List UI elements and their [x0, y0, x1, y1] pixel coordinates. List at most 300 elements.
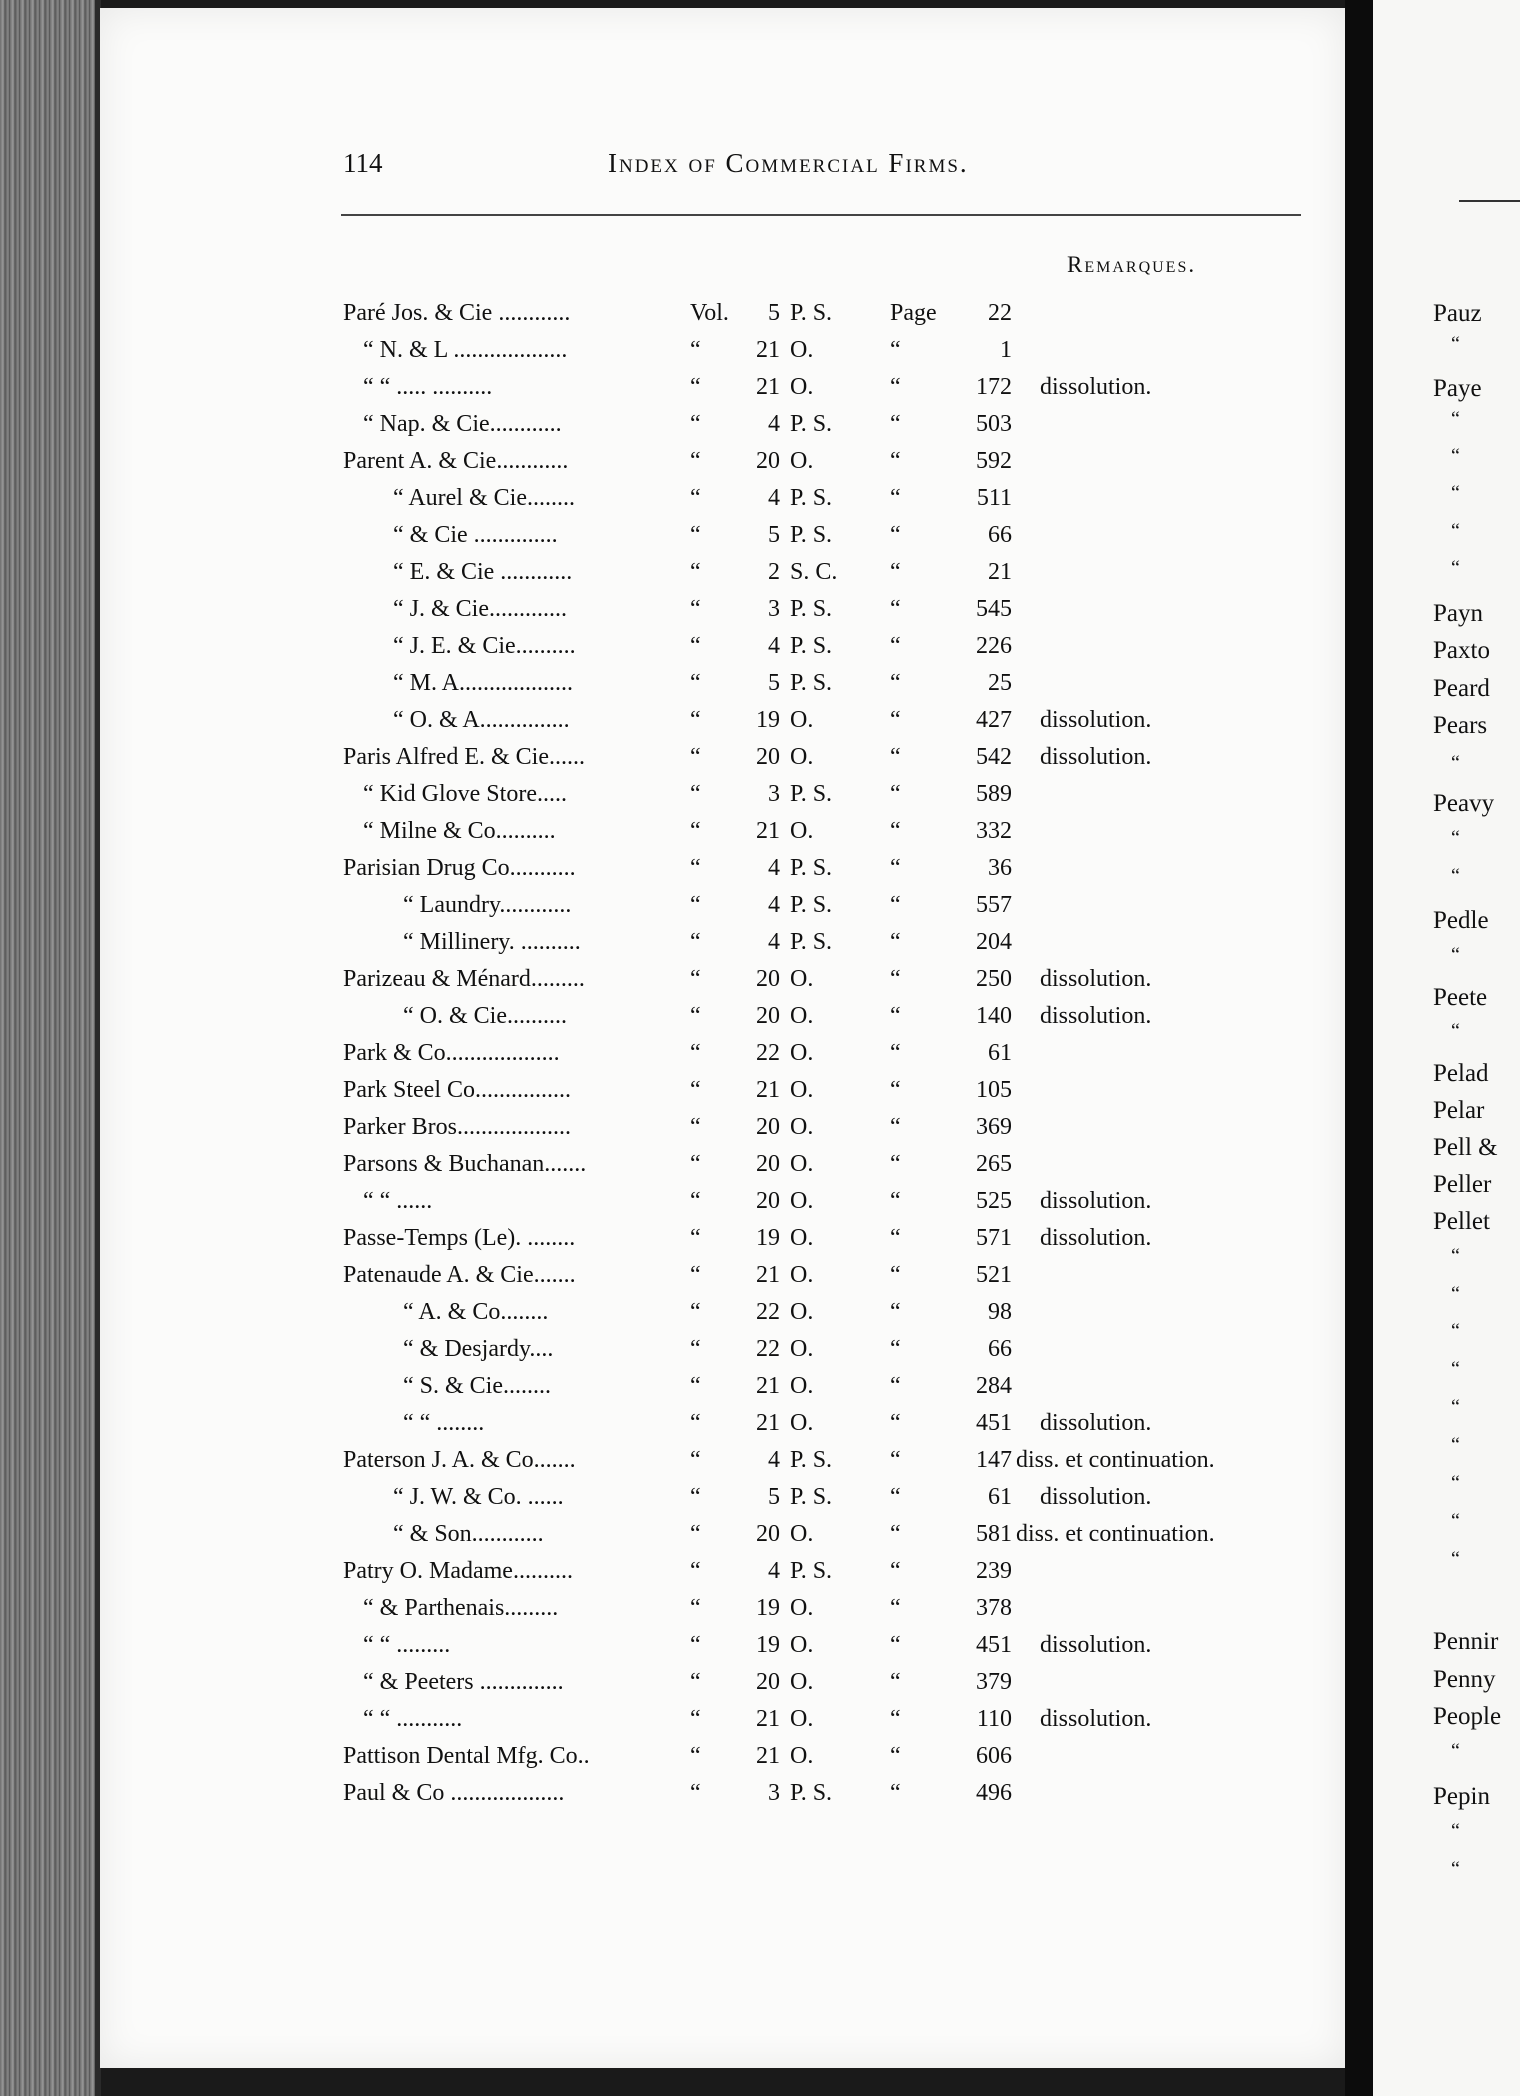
series: O.	[790, 1410, 814, 1436]
series: O.	[790, 707, 814, 733]
vol-ditto: “	[690, 670, 701, 696]
page-ditto: “	[890, 522, 901, 548]
page-ditto: “	[890, 670, 901, 696]
facing-page-fragment: “	[1451, 1510, 1460, 1532]
firm-name: Patry O. Madame..........	[343, 1558, 573, 1584]
firm-name: “ S. & Cie........	[403, 1373, 551, 1399]
volume-number: 22	[756, 1040, 780, 1066]
firm-name: “ Millinery. ..........	[403, 929, 581, 955]
facing-page-fragment: “	[1451, 557, 1460, 579]
page-ditto: “	[890, 1743, 901, 1769]
firm-name: Pattison Dental Mfg. Co..	[343, 1743, 590, 1769]
volume-number: 21	[756, 1743, 780, 1769]
page-reference: 571	[976, 1225, 1012, 1251]
vol-ditto: “	[690, 1521, 701, 1547]
firm-name: “ Milne & Co..........	[363, 818, 556, 844]
remarks-heading: Remarques.	[1067, 252, 1197, 277]
firm-name: Parker Bros...................	[343, 1114, 571, 1140]
firm-name: Passe-Temps (Le). ........	[343, 1225, 576, 1251]
page-reference: 427	[976, 707, 1012, 733]
page-reference: 451	[976, 1410, 1012, 1436]
remark: dissolution.	[1040, 374, 1152, 400]
vol-label: Vol.	[690, 300, 729, 326]
firm-name: Paul & Co ...................	[343, 1780, 565, 1806]
firm-name: Paris Alfred E. & Cie......	[343, 744, 585, 770]
facing-page-fragment: Pelad	[1433, 1060, 1489, 1087]
facing-page-fragment: “	[1451, 408, 1460, 430]
index-entry	[100, 1706, 1345, 1743]
index-entry	[100, 411, 1345, 448]
firm-name: Paterson J. A. & Co.......	[343, 1447, 576, 1473]
vol-ditto: “	[690, 633, 701, 659]
page-ditto: “	[890, 1595, 901, 1621]
series: O.	[790, 1336, 814, 1362]
firm-name: “ Aurel & Cie........	[393, 485, 575, 511]
page-reference: 521	[976, 1262, 1012, 1288]
remark: dissolution.	[1040, 1484, 1152, 1510]
page-reference: 369	[976, 1114, 1012, 1140]
index-entry	[100, 1077, 1345, 1114]
page-ditto: “	[890, 633, 901, 659]
page-reference: 66	[988, 1336, 1012, 1362]
facing-page-fragment: “	[1451, 944, 1460, 966]
facing-page-fragment: “	[1451, 1020, 1460, 1042]
firm-name: “ “ ..... ..........	[363, 374, 493, 400]
page-ditto: “	[890, 744, 901, 770]
series: P. S.	[790, 781, 833, 807]
index-entry	[100, 448, 1345, 485]
series: O.	[790, 966, 814, 992]
vol-ditto: “	[690, 929, 701, 955]
page-reference: 284	[976, 1373, 1012, 1399]
page-reference: 226	[976, 633, 1012, 659]
page-reference: 239	[976, 1558, 1012, 1584]
firm-name: “ & Parthenais.........	[363, 1595, 559, 1621]
vol-ditto: “	[690, 966, 701, 992]
volume-number: 5	[768, 300, 780, 326]
index-entry	[100, 1225, 1345, 1262]
volume-number: 20	[756, 1003, 780, 1029]
firm-name: “ Kid Glove Store.....	[363, 781, 567, 807]
vol-ditto: “	[690, 1595, 701, 1621]
series: O.	[790, 1114, 814, 1140]
page-ditto: “	[890, 374, 901, 400]
firm-name: “ & Peeters ..............	[363, 1669, 564, 1695]
facing-page-fragment: Peard	[1433, 675, 1490, 702]
firm-name: “ & Desjardy....	[403, 1336, 554, 1362]
page-reference: 66	[988, 522, 1012, 548]
vol-ditto: “	[690, 1632, 701, 1658]
gutter	[1345, 0, 1373, 2096]
volume-number: 3	[768, 596, 780, 622]
facing-page-fragment: Pauz	[1433, 300, 1482, 327]
page-reference: 525	[976, 1188, 1012, 1214]
volume-number: 4	[768, 929, 780, 955]
page-reference: 265	[976, 1151, 1012, 1177]
volume-number: 4	[768, 892, 780, 918]
vol-ditto: “	[690, 1484, 701, 1510]
volume-number: 3	[768, 1780, 780, 1806]
page-ditto: “	[890, 818, 901, 844]
page-reference: 61	[988, 1040, 1012, 1066]
index-entry	[100, 1373, 1345, 1410]
page-reference: 110	[976, 1706, 1012, 1732]
facing-page-fragment: Pears	[1433, 712, 1488, 739]
page-reference: 1	[1000, 337, 1012, 363]
firm-name: “ E. & Cie ............	[393, 559, 573, 585]
firm-name: “ M. A...................	[393, 670, 573, 696]
facing-page-fragment: “	[1451, 1283, 1460, 1305]
facing-page-fragment: Pellet	[1433, 1208, 1490, 1235]
volume-number: 22	[756, 1336, 780, 1362]
index-entry	[100, 337, 1345, 374]
page-reference: 379	[976, 1669, 1012, 1695]
vol-ditto: “	[690, 1151, 701, 1177]
vol-ditto: “	[690, 1077, 701, 1103]
volume-number: 19	[756, 1225, 780, 1251]
firm-name: “ “ ...........	[363, 1706, 463, 1732]
page-ditto: “	[890, 411, 901, 437]
index-entry	[100, 670, 1345, 707]
series: P. S.	[790, 1558, 833, 1584]
index-entry	[100, 1743, 1345, 1780]
index-entry	[100, 1484, 1345, 1521]
volume-number: 3	[768, 781, 780, 807]
series: P. S.	[790, 633, 833, 659]
facing-page-fragment: “	[1451, 827, 1460, 849]
remark: dissolution.	[1040, 1706, 1152, 1732]
facing-page-fragment: Pell &	[1433, 1134, 1498, 1161]
firm-name: “ “ ........	[403, 1410, 485, 1436]
page-reference: 140	[976, 1003, 1012, 1029]
volume-number: 20	[756, 966, 780, 992]
series: O.	[790, 1040, 814, 1066]
remark: dissolution.	[1040, 1632, 1152, 1658]
series: O.	[790, 818, 814, 844]
page-reference: 250	[976, 966, 1012, 992]
volume-number: 21	[756, 337, 780, 363]
firm-name: “ O. & Cie..........	[403, 1003, 567, 1029]
index-entry	[100, 781, 1345, 818]
index-entry	[100, 966, 1345, 1003]
index-entry	[100, 818, 1345, 855]
index-entry	[100, 559, 1345, 596]
vol-ditto: “	[690, 1558, 701, 1584]
series: O.	[790, 1077, 814, 1103]
page-ditto: “	[890, 1780, 901, 1806]
page-ditto: “	[890, 1373, 901, 1399]
volume-number: 5	[768, 1484, 780, 1510]
volume-number: 5	[768, 670, 780, 696]
page-ditto: “	[890, 1410, 901, 1436]
index-entry	[100, 485, 1345, 522]
page-reference: 557	[976, 892, 1012, 918]
vol-ditto: “	[690, 818, 701, 844]
page-reference: 606	[976, 1743, 1012, 1769]
vol-ditto: “	[690, 744, 701, 770]
firm-name: Patenaude A. & Cie.......	[343, 1262, 576, 1288]
volume-number: 4	[768, 485, 780, 511]
index-entry	[100, 1521, 1345, 1558]
vol-ditto: “	[690, 1780, 701, 1806]
page-reference: 21	[988, 559, 1012, 585]
facing-page-fragment: Pelar	[1433, 1097, 1485, 1124]
firm-name: Parsons & Buchanan.......	[343, 1151, 587, 1177]
page-ditto: “	[890, 1188, 901, 1214]
series: O.	[790, 744, 814, 770]
index-entry	[100, 1114, 1345, 1151]
firm-name: “ N. & L ...................	[363, 337, 568, 363]
page-number: 114	[343, 148, 383, 178]
page-ditto: “	[890, 485, 901, 511]
volume-number: 19	[756, 1632, 780, 1658]
page-ditto: “	[890, 1484, 901, 1510]
volume-number: 19	[756, 1595, 780, 1621]
page-ditto: “	[890, 1632, 901, 1658]
vol-ditto: “	[690, 1299, 701, 1325]
page-ditto: “	[890, 1225, 901, 1251]
series: O.	[790, 374, 814, 400]
page-reference: 22	[988, 300, 1012, 326]
page-reference: 545	[976, 596, 1012, 622]
header-rule	[341, 214, 1301, 216]
firm-name: “ O. & A...............	[393, 707, 570, 733]
index-entry	[100, 1669, 1345, 1706]
series: P. S.	[790, 670, 833, 696]
series: S. C.	[790, 559, 838, 585]
volume-number: 5	[768, 522, 780, 548]
facing-page-fragment: “	[1451, 1740, 1460, 1762]
firm-name: Parisian Drug Co...........	[343, 855, 576, 881]
facing-page-fragment: Payn	[1433, 600, 1483, 627]
index-entry	[100, 1595, 1345, 1632]
vol-ditto: “	[690, 374, 701, 400]
page-ditto: “	[890, 1040, 901, 1066]
page-reference: 147	[976, 1447, 1012, 1473]
index-entries	[100, 300, 1345, 1817]
index-entry	[100, 1040, 1345, 1077]
index-entry	[100, 300, 1345, 337]
volume-number: 4	[768, 633, 780, 659]
volume-number: 20	[756, 1151, 780, 1177]
firm-name: Park & Co...................	[343, 1040, 560, 1066]
volume-number: 22	[756, 1299, 780, 1325]
series: P. S.	[790, 522, 833, 548]
page-ditto: “	[890, 1299, 901, 1325]
firm-name: “ “ .........	[363, 1632, 451, 1658]
page-reference: 36	[988, 855, 1012, 881]
firm-name: “ & Cie ..............	[393, 522, 558, 548]
firm-name: “ J. E. & Cie..........	[393, 633, 576, 659]
facing-page-rule	[1459, 200, 1520, 202]
page-reference: 204	[976, 929, 1012, 955]
remark: dissolution.	[1040, 1003, 1152, 1029]
series: P. S.	[790, 300, 833, 326]
remark: dissolution.	[1040, 1188, 1152, 1214]
firm-name: “ Nap. & Cie............	[363, 411, 562, 437]
volume-number: 21	[756, 1262, 780, 1288]
page-ditto: “	[890, 337, 901, 363]
vol-ditto: “	[690, 1225, 701, 1251]
facing-page-fragment: Pepin	[1433, 1783, 1490, 1810]
vol-ditto: “	[690, 892, 701, 918]
vol-ditto: “	[690, 559, 701, 585]
page-reference: 61	[988, 1484, 1012, 1510]
index-entry	[100, 1299, 1345, 1336]
series: P. S.	[790, 855, 833, 881]
index-entry	[100, 1188, 1345, 1225]
volume-number: 20	[756, 1669, 780, 1695]
page-reference: 378	[976, 1595, 1012, 1621]
index-entry	[100, 1151, 1345, 1188]
volume-number: 21	[756, 1410, 780, 1436]
page-reference: 25	[988, 670, 1012, 696]
page-ditto: “	[890, 559, 901, 585]
firm-name: Parizeau & Ménard.........	[343, 966, 585, 992]
page-ditto: “	[890, 1336, 901, 1362]
page-reference: 592	[976, 448, 1012, 474]
page-reference: 511	[976, 485, 1012, 511]
facing-page-fragment: “	[1451, 333, 1460, 355]
page-ditto: “	[890, 1077, 901, 1103]
series: O.	[790, 1188, 814, 1214]
series: O.	[790, 1669, 814, 1695]
series: P. S.	[790, 411, 833, 437]
index-entry	[100, 929, 1345, 966]
vol-ditto: “	[690, 707, 701, 733]
series: P. S.	[790, 485, 833, 511]
vol-ditto: “	[690, 1040, 701, 1066]
index-entry	[100, 707, 1345, 744]
facing-page	[1373, 0, 1520, 2096]
series: O.	[790, 1151, 814, 1177]
series: O.	[790, 1225, 814, 1251]
page-ditto: “	[890, 1114, 901, 1140]
series: O.	[790, 1299, 814, 1325]
page-reference: 496	[976, 1780, 1012, 1806]
facing-page-fragment: “	[1451, 1472, 1460, 1494]
facing-page-fragment: People	[1433, 1703, 1502, 1730]
volume-number: 4	[768, 1447, 780, 1473]
volume-number: 20	[756, 744, 780, 770]
series: O.	[790, 337, 814, 363]
page-ditto: “	[890, 855, 901, 881]
vol-ditto: “	[690, 448, 701, 474]
volume-number: 20	[756, 1521, 780, 1547]
index-entry	[100, 1558, 1345, 1595]
firm-name: Paré Jos. & Cie ............	[343, 300, 571, 326]
facing-page-fragment: “	[1451, 1358, 1460, 1380]
volume-number: 21	[756, 1077, 780, 1103]
vol-ditto: “	[690, 485, 701, 511]
page-reference: 332	[976, 818, 1012, 844]
remark: diss. et continuation.	[1016, 1521, 1215, 1547]
running-head	[100, 148, 1345, 188]
index-entry	[100, 596, 1345, 633]
facing-page-fragment: Pedle	[1433, 907, 1489, 934]
volume-number: 2	[768, 559, 780, 585]
series: O.	[790, 1521, 814, 1547]
series: P. S.	[790, 596, 833, 622]
series: P. S.	[790, 1447, 833, 1473]
firm-name: “ “ ......	[363, 1188, 433, 1214]
page-reference: 98	[988, 1299, 1012, 1325]
index-entry	[100, 522, 1345, 559]
series: P. S.	[790, 1484, 833, 1510]
vol-ditto: “	[690, 1373, 701, 1399]
vol-ditto: “	[690, 337, 701, 363]
book-spine	[0, 0, 95, 2096]
series: P. S.	[790, 892, 833, 918]
page-reference: 581	[976, 1521, 1012, 1547]
facing-page-fragment: “	[1451, 865, 1460, 887]
vol-ditto: “	[690, 1262, 701, 1288]
volume-number: 20	[756, 448, 780, 474]
vol-ditto: “	[690, 411, 701, 437]
remark: dissolution.	[1040, 1410, 1152, 1436]
firm-name: “ J. & Cie.............	[393, 596, 567, 622]
facing-page-fragment: “	[1451, 1858, 1460, 1880]
series: O.	[790, 1743, 814, 1769]
page-ditto: “	[890, 1558, 901, 1584]
facing-page-fragment: “	[1451, 752, 1460, 774]
vol-ditto: “	[690, 781, 701, 807]
volume-number: 19	[756, 707, 780, 733]
index-entry	[100, 855, 1345, 892]
facing-page-fragment: Peavy	[1433, 790, 1495, 817]
series: O.	[790, 1373, 814, 1399]
facing-page-fragment: “	[1451, 520, 1460, 542]
page-ditto: “	[890, 1262, 901, 1288]
vol-ditto: “	[690, 1706, 701, 1732]
facing-page-fragment: Paye	[1433, 375, 1482, 402]
vol-ditto: “	[690, 1188, 701, 1214]
facing-page-fragment: Pennir	[1433, 1628, 1499, 1655]
remark: dissolution.	[1040, 1225, 1152, 1251]
facing-page-fragment: “	[1451, 1548, 1460, 1570]
facing-page-fragment: “	[1451, 1320, 1460, 1342]
page-ditto: “	[890, 892, 901, 918]
page-ditto: “	[890, 1003, 901, 1029]
facing-page-fragment: “	[1451, 1820, 1460, 1842]
firm-name: Park Steel Co................	[343, 1077, 571, 1103]
page-ditto: “	[890, 966, 901, 992]
firm-name: “ J. W. & Co. ......	[393, 1484, 564, 1510]
page-ditto: “	[890, 1669, 901, 1695]
page-reference: 105	[976, 1077, 1012, 1103]
remark: diss. et continuation.	[1016, 1447, 1215, 1473]
firm-name: Parent A. & Cie............	[343, 448, 569, 474]
facing-page-fragment: Peller	[1433, 1171, 1492, 1198]
vol-ditto: “	[690, 1410, 701, 1436]
page-ditto: “	[890, 929, 901, 955]
facing-page-fragment: “	[1451, 445, 1460, 467]
index-entry	[100, 1336, 1345, 1373]
series: O.	[790, 1595, 814, 1621]
left-page	[100, 8, 1345, 2068]
page-title: Index of Commercial Firms.	[608, 148, 969, 178]
volume-number: 20	[756, 1114, 780, 1140]
facing-page-fragment: Peete	[1433, 984, 1488, 1011]
page-ditto: “	[890, 448, 901, 474]
page-ditto: “	[890, 1706, 901, 1732]
page-ditto: “	[890, 596, 901, 622]
page-ditto: “	[890, 1521, 901, 1547]
series: P. S.	[790, 929, 833, 955]
volume-number: 20	[756, 1188, 780, 1214]
series: O.	[790, 1632, 814, 1658]
vol-ditto: “	[690, 1336, 701, 1362]
